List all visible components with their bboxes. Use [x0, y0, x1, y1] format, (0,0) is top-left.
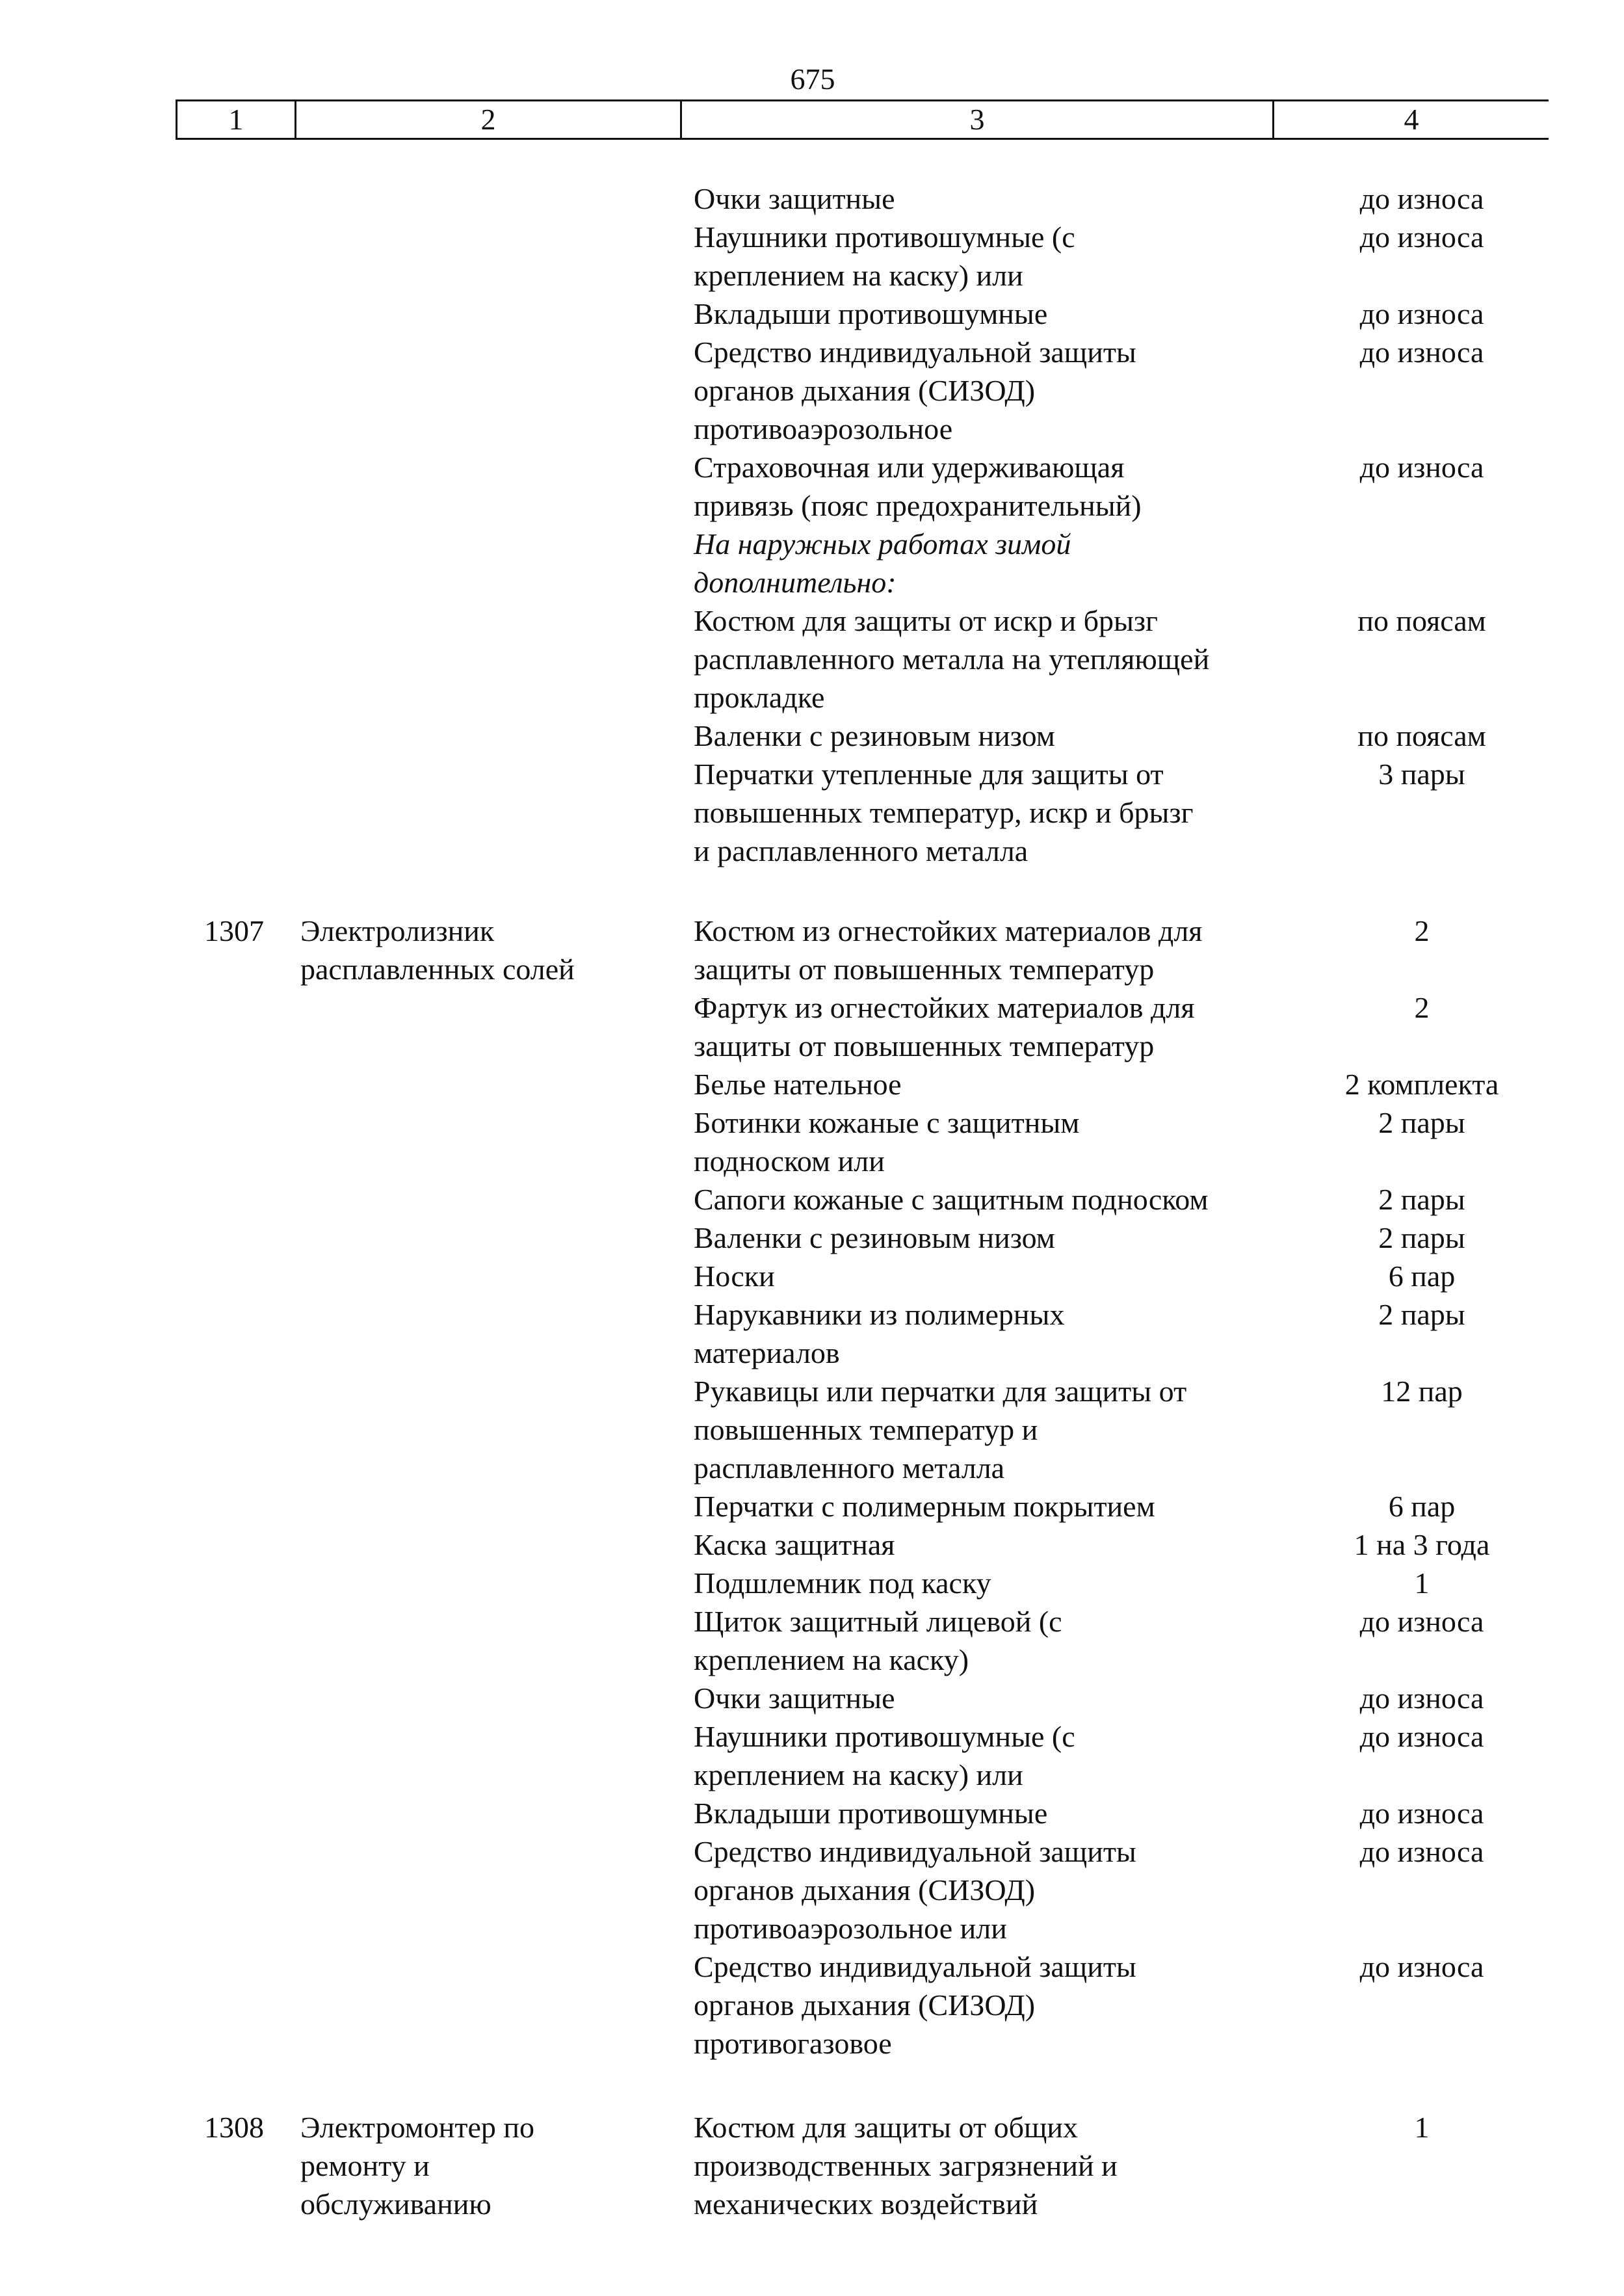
- header-col-1: 1: [177, 101, 296, 139]
- item-name: На наружных работах зимой дополнительно:: [694, 527, 1071, 599]
- item-norm: до износа: [1359, 1950, 1484, 1983]
- item-norm: до износа: [1359, 336, 1484, 369]
- item-norm: до износа: [1359, 451, 1484, 484]
- page-number: 675: [790, 62, 835, 96]
- profession-name: Электромонтер по ремонту и обслуживанию: [300, 2111, 535, 2221]
- item-norm: до износа: [1359, 1682, 1484, 1715]
- row-number: 1307: [204, 914, 264, 947]
- item-norm: 3 пары: [1378, 758, 1465, 791]
- item-name: Валенки с резиновым низом: [694, 1221, 1055, 1254]
- item-norm: до износа: [1359, 182, 1484, 215]
- item-norm: до износа: [1359, 1605, 1484, 1638]
- header-col-4: 4: [1274, 101, 1549, 139]
- item-name: Наушники противошумные (с креплением на каску) или: [694, 1720, 1075, 1791]
- column-header-table: [176, 99, 1549, 140]
- item-name: Белье нательное: [694, 1068, 902, 1101]
- item-name: Очки защитные: [694, 1682, 895, 1715]
- header-col-3: 3: [681, 101, 1274, 139]
- item-norm: до износа: [1359, 297, 1484, 330]
- item-norm: 2: [1414, 991, 1430, 1024]
- profession-name: Электролизник расплавленных солей: [300, 914, 575, 986]
- item-norm: 6 пар: [1388, 1260, 1456, 1293]
- item-norm: 2 комплекта: [1344, 1068, 1499, 1101]
- header-col-2: 2: [296, 101, 681, 139]
- item-norm: до износа: [1359, 1835, 1484, 1868]
- item-norm: до износа: [1359, 1797, 1484, 1830]
- item-name: Перчатки с полимерным покрытием: [694, 1490, 1155, 1523]
- item-name: Ботинки кожаные с защитным подноском или: [694, 1106, 1080, 1178]
- item-norm: 2 пары: [1378, 1106, 1465, 1139]
- item-name: Костюм из огнестойких материалов для защиты от повышенных температур: [694, 914, 1203, 986]
- item-norm: до износа: [1359, 220, 1484, 254]
- item-name: Очки защитные: [694, 182, 895, 215]
- item-name: Рукавицы или перчатки для защиты от повышенных температур и расплавленного металла: [694, 1375, 1187, 1484]
- item-name: Наушники противошумные (с креплением на каску) или: [694, 220, 1075, 292]
- item-norm: до износа: [1359, 1720, 1484, 1753]
- item-norm: 2 пары: [1378, 1183, 1465, 1216]
- item-name: Щиток защитный лицевой (с креплением на каску): [694, 1605, 1062, 1676]
- item-norm: 2: [1414, 914, 1430, 947]
- row-number: 1308: [204, 2111, 264, 2144]
- item-name: Костюм для защиты от искр и брызг расплавленного металла на утепляющей прокладке: [694, 604, 1210, 714]
- item-name: Фартук из огнестойких материалов для защиты от повышенных температур: [694, 991, 1195, 1062]
- item-name: Подшлемник под каску: [694, 1566, 991, 1600]
- item-name: Средство индивидуальной защиты органов дыхания (СИЗОД) противоаэрозольное или: [694, 1835, 1136, 1945]
- item-norm: по поясам: [1357, 604, 1486, 637]
- item-norm: 1: [1414, 2111, 1430, 2144]
- item-name: Валенки с резиновым низом: [694, 719, 1055, 752]
- item-name: Средство индивидуальной защиты органов дыхания (СИЗОД) противогазовое: [694, 1950, 1136, 2060]
- item-name: Костюм для защиты от общих производственных загрязнений и механических воздействий: [694, 2111, 1118, 2221]
- item-name: Вкладыши противошумные: [694, 1797, 1048, 1830]
- item-name: Перчатки утепленные для защиты от повышенных температур, искр и брызг и расплавленного металла: [694, 758, 1194, 867]
- item-norm: 2 пары: [1378, 1298, 1465, 1331]
- item-norm: 12 пар: [1381, 1375, 1463, 1408]
- item-name: Каска защитная: [694, 1528, 895, 1561]
- item-name: Вкладыши противошумные: [694, 297, 1048, 330]
- item-norm: 1: [1414, 1566, 1430, 1600]
- item-name: Средство индивидуальной защиты органов дыхания (СИЗОД) противоаэрозольное: [694, 336, 1136, 445]
- item-name: Нарукавники из полимерных материалов: [694, 1298, 1065, 1369]
- item-name: Носки: [694, 1260, 775, 1293]
- item-name: Сапоги кожаные с защитным подноском: [694, 1183, 1209, 1216]
- item-name: Страховочная или удерживающая привязь (пояс предохранительный): [694, 451, 1142, 522]
- item-norm: по поясам: [1357, 719, 1486, 752]
- item-norm: 2 пары: [1378, 1221, 1465, 1254]
- item-norm: 6 пар: [1388, 1490, 1456, 1523]
- item-norm: 1 на 3 года: [1354, 1528, 1490, 1561]
